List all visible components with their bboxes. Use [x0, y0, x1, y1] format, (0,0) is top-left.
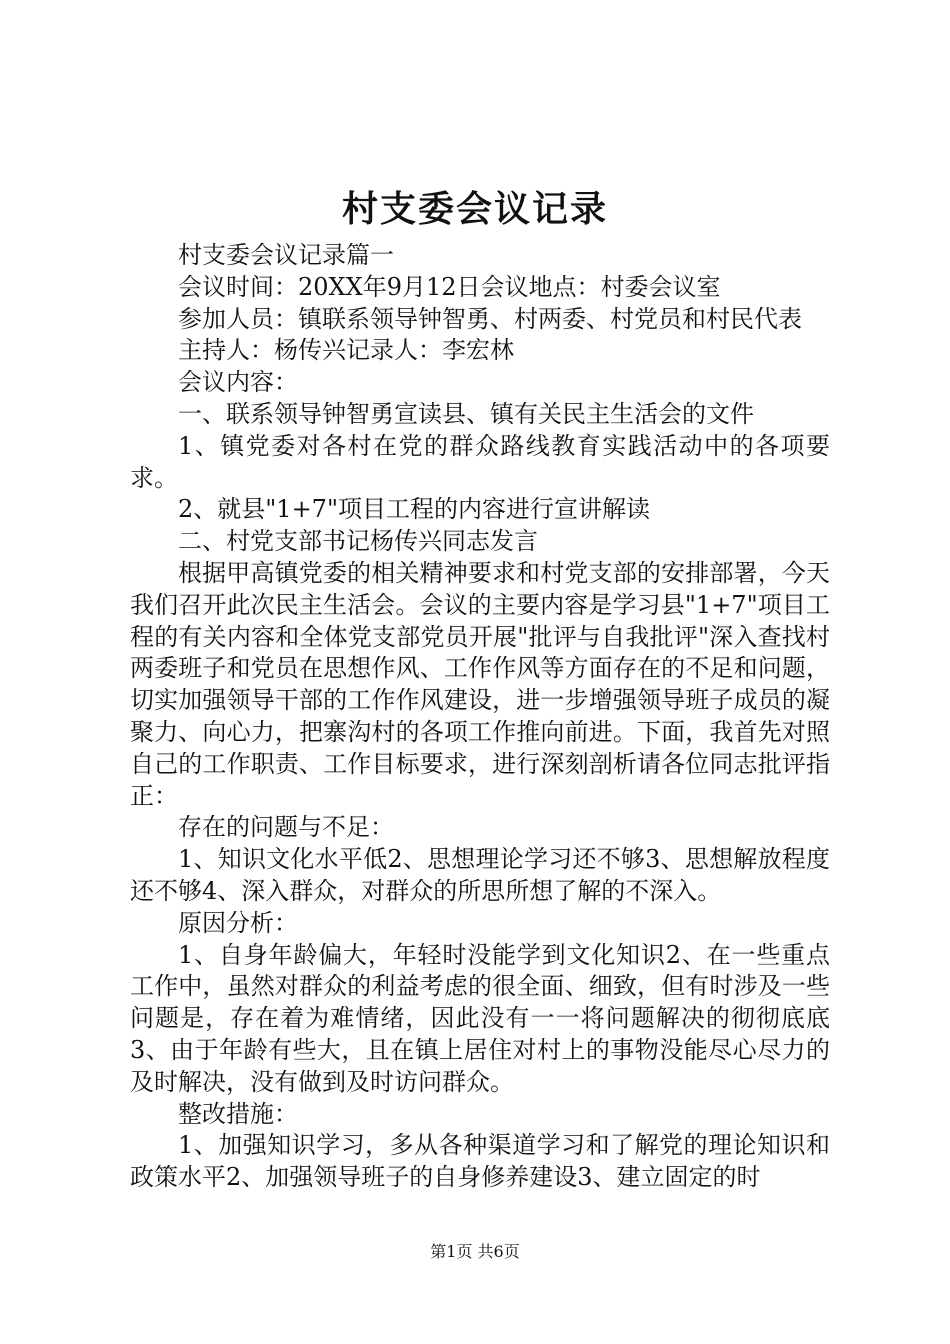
paragraph: 二、村党支部书记杨传兴同志发言 [178, 527, 538, 556]
paragraph: 根据甲高镇党委的相关精神要求和村党支部的安排部署，今天我们召开此次民主生活会。会议的主要内容是学习县"1+7"项目工程的有关内容和全体党支部党员开展"批评与自我批评"深入查找村两委班子和党员在思想作风、工作作风等方面存在的不足和问题，切实加强领导干部的工作作风建设，进一步增强领导班子成员的凝聚力、向心力，把寨沟村的各项工作推向前进。下面，我首先对照自己的工作职责、工作目标要求，进行深刻剖析请各位同志批评指正： [130, 558, 830, 810]
paragraph: 会议内容： [178, 368, 298, 397]
document-body [130, 240, 830, 1194]
paragraph: 村支委会议记录篇一 [178, 241, 394, 269]
document-title: 村支委会议记录 [341, 188, 608, 230]
paragraph: 2、就县"1+7"项目工程的内容进行宣讲解读 [178, 495, 650, 524]
page-footer: 第1页 共6页 [430, 1242, 520, 1261]
paragraph: 1、镇党委对各村在党的群众路线教育实践活动中的各项要求。 [130, 431, 830, 492]
paragraph: 存在的问题与不足： [178, 813, 394, 842]
paragraph: 1、加强知识学习，多从各种渠道学习和了解党的理论知识和政策水平2、加强领导班子的自身修养建设3、建立固定的时 [130, 1131, 830, 1192]
paragraph: 1、自身年龄偏大，年轻时没能学到文化知识2、在一些重点工作中，虽然对群众的利益考虑的很全面、细致，但有时涉及一些问题是，存在着为难情绪，因此没有一一将问题解决的彻彻底底3、由于年龄有些大，且在镇上居住对村上的事物没能尽心尽力的及时解决，没有做到及时访问群众。 [130, 940, 830, 1096]
paragraph: 会议时间：20XX年9月12日会议地点：村委会议室 [178, 272, 721, 301]
paragraph: 参加人员：镇联系领导钟智勇、村两委、村党员和村民代表 [178, 304, 802, 333]
paragraph: 1、知识文化水平低2、思想理论学习还不够3、思想解放程度还不够4、深入群众，对群众的所思所想了解的不深入。 [130, 845, 830, 905]
paragraph: 原因分析： [178, 908, 298, 937]
paragraph: 一、联系领导钟智勇宣读县、镇有关民主生活会的文件 [178, 399, 754, 428]
paragraph: 主持人：杨传兴记录人：李宏林 [178, 336, 514, 365]
paragraph: 整改措施： [178, 1099, 298, 1128]
